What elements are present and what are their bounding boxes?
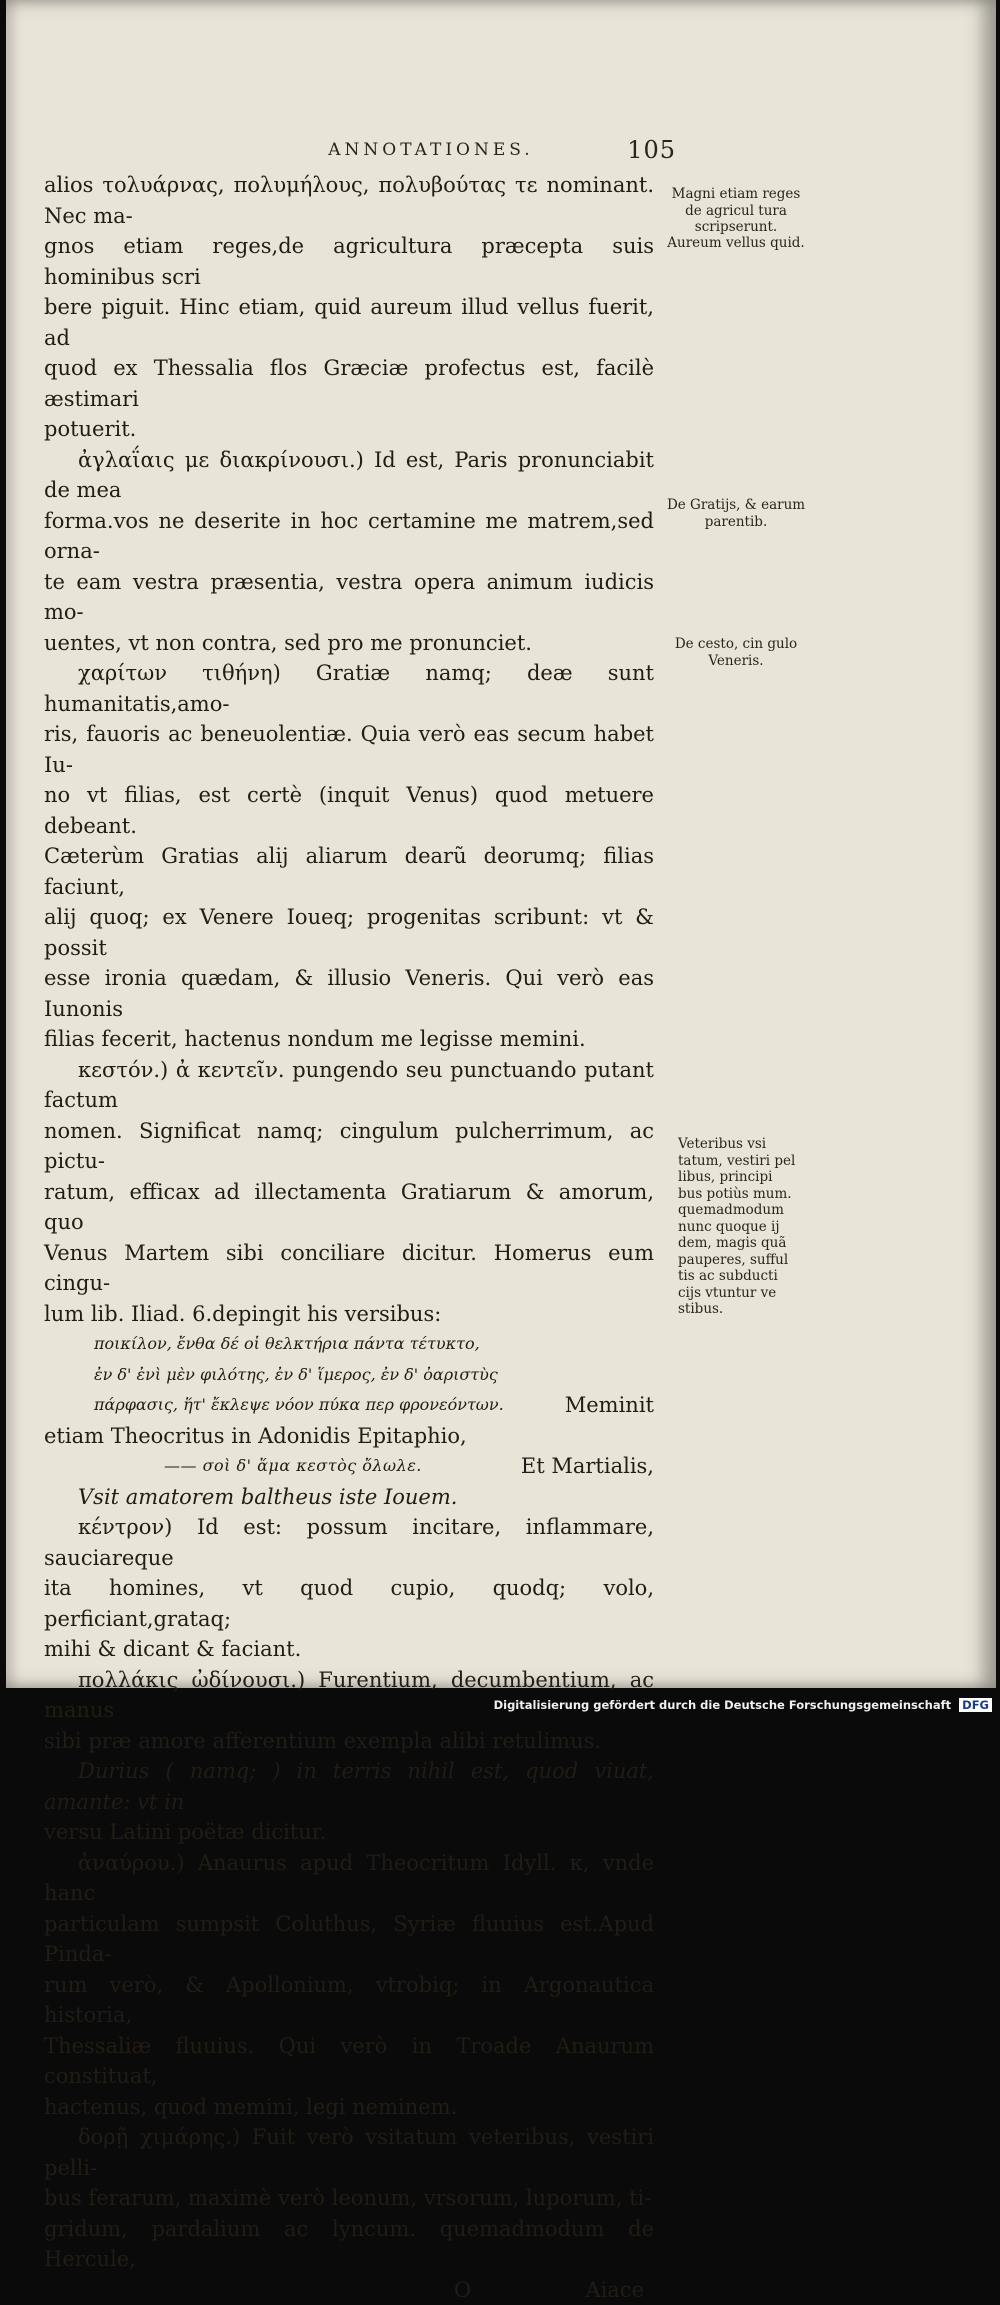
greek-verse: ἐν δ' ἐνὶ μὲν φιλότης, ἐν δ' ἵμερος, ἐν δ' ὀαριστὺς bbox=[44, 1360, 654, 1391]
text-line: alios τολυάρνας, πολυμήλους, πολυβούτας τε nominant. Nec ma- bbox=[44, 170, 654, 231]
margin-note: De cesto, cin gulo Veneris. bbox=[666, 636, 806, 669]
text-line: esse ironia quædam, & illusio Veneris. Qui verò eas Iunonis bbox=[44, 963, 654, 1024]
text-line: πολλάκις ὠδίνουσι.) Furentium, decumbentium, ac manus bbox=[44, 1665, 654, 1726]
dfg-logo: DFG bbox=[959, 1698, 992, 1712]
verse-with-continuation bbox=[44, 1390, 654, 1421]
margin-note: Veteribus vsi tatum, vestiri pel libus, principi bus potiùs mum. quemadmodum nunc quoque ij dem, magis quã pauperes, sufful tis ac subducti cijs vtuntur ve stibus. bbox=[678, 1136, 798, 1318]
text-line: ris, fauoris ac beneuolentiæ. Quia verò eas secum habet Iu- bbox=[44, 719, 654, 780]
text-line: etiam Theocritus in Adonidis Epitaphio, bbox=[44, 1421, 654, 1452]
text-line: nomen. Significat namq; cingulum pulcherrimum, ac pictu- bbox=[44, 1116, 654, 1177]
text-line: Cæterùm Gratias alij aliarum dearũ deorumq; filias faciunt, bbox=[44, 841, 654, 902]
text-line: te eam vestra præsentia, vestra opera animum iudicis mo- bbox=[44, 567, 654, 628]
catchword-line bbox=[44, 2275, 654, 2305]
text-fragment: Meminit bbox=[565, 1390, 654, 1421]
footer-text: Digitalisierung gefördert durch die Deutsche Forschungsgemeinschaft bbox=[494, 1698, 952, 1712]
text-line: bere piguit. Hinc etiam, quid aureum illud vellus fuerit, ad bbox=[44, 292, 654, 353]
text-line: filias fecerit, hactenus nondum me legisse memini. bbox=[44, 1024, 654, 1055]
text-line: lum lib. Iliad. 6.depingit his versibus: bbox=[44, 1299, 654, 1330]
text-line: sibi præ amore afferentium exempla alibi retulimus. bbox=[44, 1726, 654, 1757]
digitization-footer bbox=[0, 1698, 992, 1712]
text-line: potuerit. bbox=[44, 414, 654, 445]
text-line: no vt filias, est certè (inquit Venus) quod metuere debeant. bbox=[44, 780, 654, 841]
text-line: forma.vos ne deserite in hoc certamine me matrem,sed orna- bbox=[44, 506, 654, 567]
quote-line bbox=[44, 1451, 654, 1482]
text-line: χαρίτων τιθήνη) Gratiæ namq; deæ sunt humanitatis,amo- bbox=[44, 658, 654, 719]
running-header bbox=[196, 140, 666, 160]
text-line: gridum, pardalium ac lyncum. quemadmodum de Hercule, bbox=[44, 2214, 654, 2275]
text-line: hactenus, quod memini, legi neminem. bbox=[44, 2092, 654, 2123]
margin-note: Magni etiam reges de agricul tura scripserunt. bbox=[666, 186, 806, 236]
text-line: κεστόν.) ἀ κεντεῖν. pungendo seu punctuando putant factum bbox=[44, 1055, 654, 1116]
text-line: quod ex Thessalia flos Græciæ profectus est, facilè æstimari bbox=[44, 353, 654, 414]
text-line: κέντρον) Id est: possum incitare, inflammare, sauciareque bbox=[44, 1512, 654, 1573]
greek-quote: —— σοὶ δ' ἅμα κεστὸς ὄλωλε. bbox=[164, 1451, 422, 1482]
text-line: bus ferarum, maximè verò leonum, vrsorum, luporum, ti- bbox=[44, 2183, 654, 2214]
text-line: gnos etiam reges,de agricultura præcepta suis hominibus scri bbox=[44, 231, 654, 292]
text-line: ἀγλαΐαις με διακρίνουσι.) Id est, Paris pronunciabit de mea bbox=[44, 445, 654, 506]
text-line: δορῇ χιμάρης.) Fuit verò vsitatum veteribus, vestiri pelli- bbox=[44, 2122, 654, 2183]
signature-mark: O bbox=[454, 2275, 471, 2305]
latin-quote: Vsit amatorem baltheus iste Iouem. bbox=[44, 1482, 654, 1513]
text-line: ratum, efficax ad illectamenta Gratiarum & amorum, quo bbox=[44, 1177, 654, 1238]
margin-note: De Gratijs, & earum parentib. bbox=[666, 497, 806, 530]
text-line: alij quoq; ex Venere Ioueq; progenitas scribunt: vt & possit bbox=[44, 902, 654, 963]
text-line: particulam sumpsit Coluthus, Syriæ fluuius est.Apud Pinda- bbox=[44, 1909, 654, 1970]
margin-note: Aureum vellus quid. bbox=[666, 235, 806, 252]
running-title: ANNOTATIONES. bbox=[196, 140, 666, 160]
greek-verse: πάρφασις, ἥτ' ἔκλεψε νόον πύκα περ φρονεόντων. bbox=[44, 1390, 504, 1421]
text-line: Durius ( namq; ) in terris nihil est, quod viuat, amante: vt in bbox=[44, 1756, 654, 1817]
text-line: ita homines, vt quod cupio, quodq; volo, perficiant,grataq; bbox=[44, 1573, 654, 1634]
page-number: 105 bbox=[627, 136, 676, 164]
text-line: uentes, vt non contra, sed pro me pronunciet. bbox=[44, 628, 654, 659]
text-line: versu Latini poëtæ dicitur. bbox=[44, 1817, 654, 1848]
catchword: Aiace bbox=[585, 2275, 644, 2305]
text-line: mihi & dicant & faciant. bbox=[44, 1634, 654, 1665]
text-line: Venus Martem sibi conciliare dicitur. Homerus eum cingu- bbox=[44, 1238, 654, 1299]
text-line: rum verò, & Apollonium, vtrobiq; in Argonautica historia, bbox=[44, 1970, 654, 2031]
text-fragment: Et Martialis, bbox=[521, 1451, 654, 1482]
main-text bbox=[44, 170, 654, 2305]
text-line: ἀναύρου.) Anaurus apud Theocritum Idyll. κ, vnde hanc bbox=[44, 1848, 654, 1909]
text-line: Thessaliæ fluuius. Qui verò in Troade Anaurum constituat, bbox=[44, 2031, 654, 2092]
greek-verse: ποικίλον, ἔνθα δέ οἱ θελκτήρια πάντα τέτυκτο, bbox=[44, 1329, 654, 1360]
book-page bbox=[6, 0, 996, 1688]
